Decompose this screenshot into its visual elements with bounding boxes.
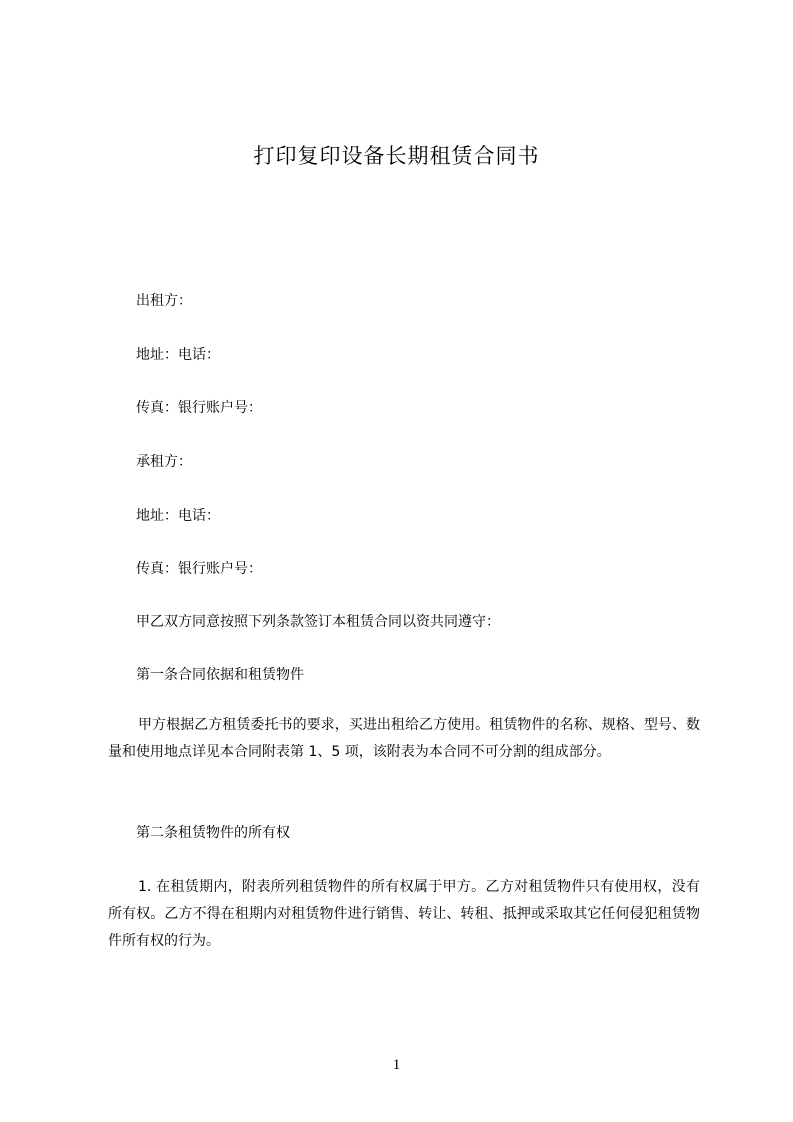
lessor-address-phone: 地址：电话： — [136, 347, 220, 363]
article1-heading: 第一条合同依据和租赁物件 — [136, 667, 304, 683]
lessee-label: 承租方： — [136, 454, 192, 470]
lessee-address-phone: 地址：电话： — [136, 508, 220, 524]
article2-heading: 第二条租赁物件的所有权 — [136, 825, 290, 841]
article1-body: 甲方根据乙方租赁委托书的要求，买进出租给乙方使用。租赁物件的名称、规格、型号、数量和使用地点详见本合同附表第 1、5 项，该附表为本合同不可分割的组成部分。 — [108, 717, 700, 760]
document-title: 打印复印设备长期租赁合同书 — [253, 144, 540, 168]
contract-intro: 甲乙双方同意按照下列条款签订本租赁合同以资共同遵守： — [136, 614, 500, 630]
lessor-label: 出租方： — [136, 293, 192, 309]
lessor-fax-bank: 传真：银行账户号： — [136, 400, 262, 416]
article2-body: 1. 在租赁期内，附表所列租赁物件的所有权属于甲方。乙方对租赁物件只有使用权，没有所有权。乙方不得在租期内对租赁物件进行销售、转让、转租、抵押或采取其它任何侵犯租赁物件所有权的行为。 — [108, 879, 700, 949]
lessee-fax-bank: 传真：银行账户号： — [136, 561, 262, 577]
page-number: 1 — [392, 1057, 401, 1073]
